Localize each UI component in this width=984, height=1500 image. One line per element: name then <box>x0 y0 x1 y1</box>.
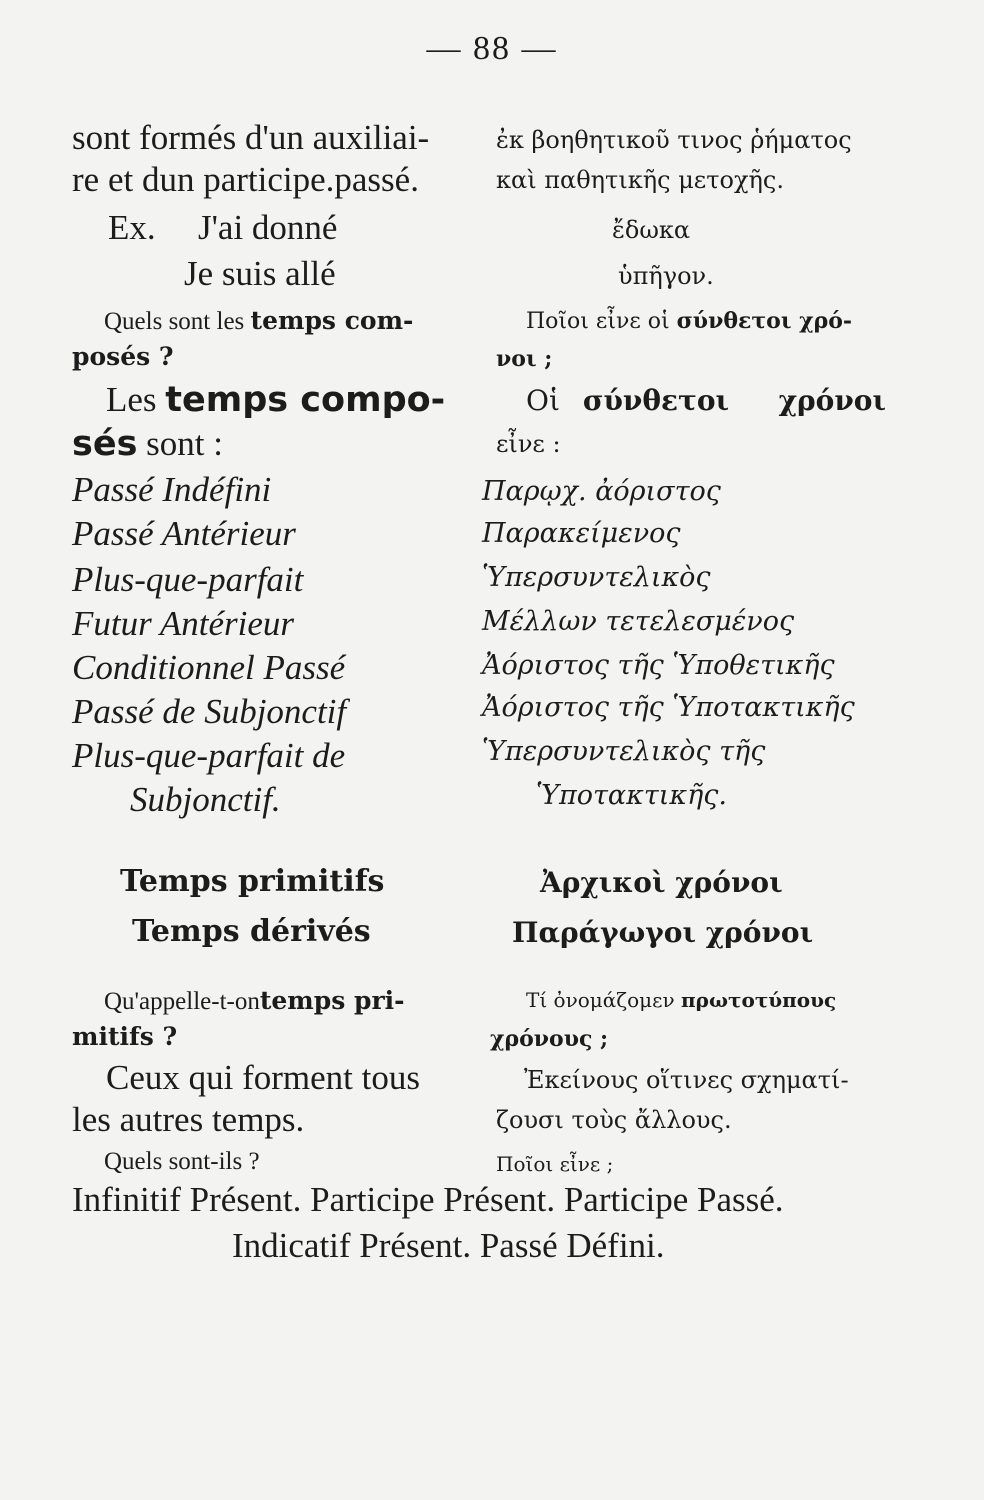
gr-answer-1-line-2: εἶνε : <box>496 430 561 458</box>
fr-question-1 <box>104 306 413 336</box>
fr-example-label: Ex. <box>108 208 156 247</box>
gr-question-2-term: πρωτοτύπους <box>681 988 837 1012</box>
fr-question-1-cont: posés ? <box>72 342 174 371</box>
footer-line-1: Infinitif Présent. Participe Présent. Participe Passé. <box>72 1180 784 1219</box>
gr-answer-1-pre: Οἱ <box>526 384 569 417</box>
fr-question-2-term: temps pri- <box>259 986 405 1015</box>
fr-question-2-cont: mitifs ? <box>72 1022 178 1051</box>
gr-example-2: ὑπῆγον. <box>618 262 714 290</box>
gr-answer-1-term: σύνθετοι <box>582 384 730 417</box>
page-number: — 88 — <box>426 30 558 67</box>
gr-tense-item: Ἀόριστος τῆς Ὑποτακτικῆς <box>482 692 855 723</box>
fr-tense-item: Plus-que-parfait de <box>72 736 346 775</box>
fr-question-3: Quels sont-ils ? <box>104 1148 260 1175</box>
fr-answer-1-line-2 <box>72 424 223 464</box>
gr-question-2 <box>526 988 836 1012</box>
fr-question-2-text: Qu'appelle-t-on <box>104 988 260 1015</box>
gr-tense-item: Μέλλων τετελεσμένος <box>482 606 795 637</box>
gr-question-2-cont: χρόνους ; <box>490 1026 609 1052</box>
fr-answer-2-line-1: Ceux qui forment tous <box>106 1058 420 1097</box>
fr-question-1-term: temps com- <box>250 306 414 335</box>
gr-question-1-cont: νοι ; <box>496 346 553 372</box>
fr-tense-item: Passé Antérieur <box>72 514 296 553</box>
gr-answer-2-line-2: ζουσι τοὺς ἄλλους. <box>496 1106 732 1134</box>
fr-tense-item: Subjonctif. <box>130 780 281 819</box>
gr-tense-item: Ἀόριστος τῆς Ὑποθετικῆς <box>482 650 835 681</box>
fr-question-2 <box>104 986 405 1016</box>
fr-tense-item: Conditionnel Passé <box>72 648 346 687</box>
gr-tense-item: Ὑπερσυντελικὸς <box>482 562 711 593</box>
gr-intro-line-2: καὶ παθητικῆς μετοχῆς. <box>496 166 784 194</box>
gr-heading-primitive: Ἀρχικοὶ χρόνοι <box>540 866 783 899</box>
fr-heading-primitive: Temps primitifs <box>120 864 385 899</box>
fr-answer-1-term-2: sés <box>72 424 138 464</box>
fr-answer-1-pre: Les <box>106 380 166 419</box>
fr-example-1: J'ai donné <box>198 208 338 247</box>
fr-tense-item: Passé de Subjonctif <box>72 692 347 731</box>
gr-question-1 <box>526 308 852 334</box>
gr-tense-item: Παρακείμενος <box>482 518 681 549</box>
fr-heading-derived: Temps dérivés <box>132 914 371 949</box>
fr-intro-line-2: re et dun participe.passé. <box>72 160 419 199</box>
fr-tense-item: Futur Antérieur <box>72 604 294 643</box>
fr-answer-2-line-2: les autres temps. <box>72 1100 305 1139</box>
gr-intro-line-1: ἐκ βοηθητικοῦ τινος ῥήματος <box>496 126 852 154</box>
gr-question-2-text: Τί ὀνομάζομεν <box>526 988 682 1012</box>
fr-example-2: Je suis allé <box>184 254 336 293</box>
fr-answer-1-line-1 <box>106 380 445 420</box>
gr-tense-item: Ὑπερσυντελικὸς τῆς <box>482 736 766 767</box>
fr-question-1-text: Quels sont les <box>104 308 251 335</box>
gr-question-1-term: σύνθετοι χρό- <box>676 308 853 334</box>
gr-example-1: ἔδωκα <box>612 216 691 244</box>
fr-answer-1-post: compo- <box>288 380 446 420</box>
gr-answer-1-line-1 <box>526 384 886 417</box>
gr-tense-item: Παρῳχ. ἀόριστος <box>482 476 721 507</box>
gr-question-1-text: Ποῖοι εἶνε οἱ <box>526 309 677 334</box>
gr-tense-item: Ὑποτακτικῆς. <box>536 780 727 811</box>
fr-answer-1-term: temps <box>165 380 289 420</box>
gr-heading-derived: Παράγωγοι χρόνοι <box>512 916 814 949</box>
footer-line-2: Indicatif Présent. Passé Défini. <box>232 1226 665 1265</box>
fr-intro-line-1: sont formés d'un auxiliai- <box>72 118 430 157</box>
gr-answer-2-line-1: Ἐκείνους οἵτινες σχηματί- <box>524 1066 849 1094</box>
fr-answer-1-post-2: sont : <box>137 424 223 463</box>
fr-tense-item: Passé Indéfini <box>72 470 272 509</box>
gr-answer-1-term-2: χρόνοι <box>778 384 886 417</box>
gr-question-3: Ποῖοι εἶνε ; <box>496 1152 614 1176</box>
fr-tense-item: Plus-que-parfait <box>72 560 304 599</box>
